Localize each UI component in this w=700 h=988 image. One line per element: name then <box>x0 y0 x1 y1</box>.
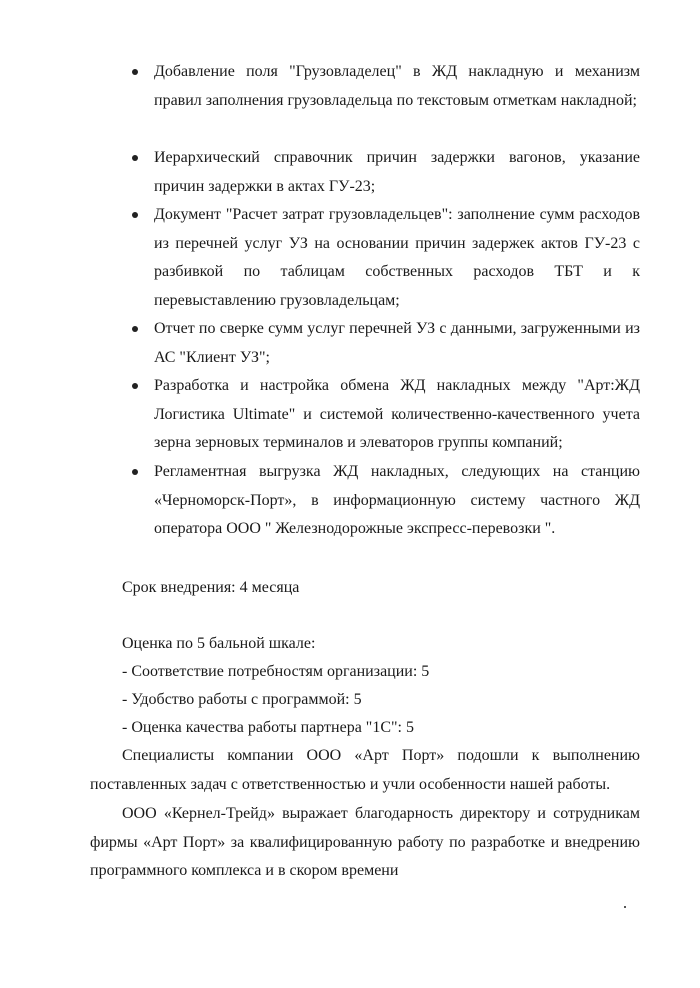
paragraph: ООО «Кернел-Трейд» выражает благодарность директору и сотрудникам фирмы «Арт Порт» за квалифицированную работу по разработке и внедрению программного комплекса и в скором времени <box>90 805 640 879</box>
paragraph: Специалисты компании ООО «Арт Порт» подошли к выполнению поставленных задач с ответственностью и учли особенности нашей работы. <box>90 747 640 793</box>
bullet-icon <box>132 155 138 161</box>
list-item <box>120 315 640 372</box>
bullet-icon <box>132 326 138 332</box>
list-item <box>120 458 640 544</box>
rating-item: - Удобство работы с программой: 5 <box>122 691 362 708</box>
list-item-text: Документ "Расчет затрат грузовладельцев": заполнение сумм расходов из перечней услуг УЗ на основании причин задержек актов ГУ-23 с разбивкой по таблицам собственных расходов ТБТ и к перевыставлению грузовладельцам; <box>154 206 640 309</box>
list-item-text: Отчет по сверке сумм услуг перечней УЗ с данными, загруженными из АС "Клиент УЗ"; <box>154 320 640 366</box>
rating-title: Оценка по 5 бальной шкале: <box>122 635 316 652</box>
rating-item: - Оценка качества работы партнера "1С": 5 <box>122 719 414 736</box>
feature-list <box>120 58 640 544</box>
page-dot <box>624 906 626 908</box>
list-item <box>120 144 640 201</box>
bullet-icon <box>132 212 138 218</box>
list-item <box>120 372 640 458</box>
list-item-text: Разработка и настройка обмена ЖД накладных между "Арт:ЖД Логистика Ultimate" и системой количественно-качественного учета зерна зерновых терминалов и элеваторов группы компаний; <box>154 377 640 452</box>
rating-item: - Соответствие потребностям организации: 5 <box>122 663 430 680</box>
list-item-text: Иерархический справочник причин задержки вагонов, указание причин задержки в актах ГУ-23; <box>154 149 640 195</box>
bullet-icon <box>132 383 138 389</box>
bullet-icon <box>132 469 138 475</box>
list-item <box>120 58 640 144</box>
list-item <box>120 201 640 315</box>
implementation-term: Срок внедрения: 4 месяца <box>122 579 300 596</box>
bullet-icon <box>132 69 138 75</box>
list-item-text: Добавление поля "Грузовладелец" в ЖД накладную и механизм правил заполнения грузовладельца по текстовым отметкам накладной; <box>154 63 640 109</box>
list-item-text: Регламентная выгрузка ЖД накладных, следующих на станцию «Черноморск-Порт», в информационную систему частного ЖД оператора ООО " Железнодорожные экспресс-перевозки ". <box>154 463 640 538</box>
